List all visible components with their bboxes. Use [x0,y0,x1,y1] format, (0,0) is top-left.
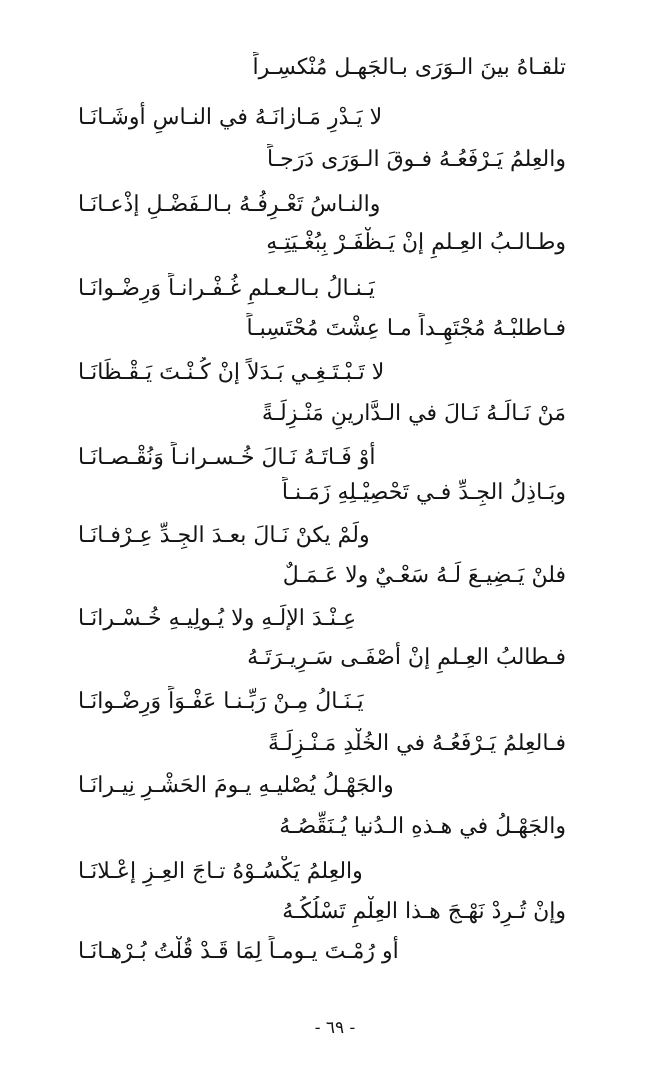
poem-line: يَـنَـالُ مِـنْ رَبِّـنـا عَفْـوَاً وَرِضْـوانَـا [78,689,364,714]
poem-line: وطـالـبُ العِـلمِ إنْ يَـظْفَـرْ بِبُغْـيَتِـهِ [266,230,566,255]
poem-line: فـاطلبْـهُ مُجْتَهِـداً مـا عِشْتَ مُحْتَسِبـاً [246,316,566,341]
poem-line: أوْ فَـاتَـهُ نَـالَ خُـسـرانـاً وَنُقْـصـانَـا [78,445,376,470]
poem-line: أو رُمْـتَ يـومـاً لِمَا قَـدْ قُلْتُ بُـرْهـانَـا [78,939,399,964]
poem-line: عِـنْـدَ الإلَـهِ ولا يُـولِيـهِ خُـسْـرانَـا [78,606,357,631]
poem-line: وإنْ تُـرِدْ نَهْـجَ هـذا العِلْمِ تَسْلُكُـهُ [282,899,566,924]
poem-line: لا يَـدْرِ مَـازانَـهُ في النـاسِ أوشَـانَـا [78,105,383,130]
poem-line: تلقـاهُ بينَ الـوَرَى بـالجَهـل مُنْكسِـراً [252,55,566,80]
poem-line: ولَمْ يكنْ نَـالَ بعـدَ الجِـدِّ عِـرْفـانَـا [78,523,370,548]
poem-line: فلنْ يَـضِيـعَ لَـهُ سَعْـيٌ ولا عَـمَـلٌ [282,563,566,588]
poem-line: والعِلمُ يَـرْفَعُـهُ فـوقَ الـوَرَى دَرَجـاً [266,147,566,172]
poem-line: وبَـاذِلُ الجِـدِّ فـي تَحْصِيْـلِهِ زَمَـنـاً [281,480,566,505]
page-number: - ٦٩ - [314,1018,356,1038]
poem-line: والجَهْـلُ يُصْليـهِ يـومَ الحَشْـرِ نِيـرانَـا [78,773,394,798]
poem-line: والجَهْـلُ في هـذهِ الـدُنيا يُـنَقِّصُـهُ [279,814,566,839]
poem-line: مَنْ نَـالَـهُ نَـالَ في الـدَّارينِ مَنْـزِلَـةً [261,401,566,426]
poem-line: يَـنـالُ بـالـعـلمِ غُـفْـرانـاً وَرِضْـوانَـا [78,276,375,301]
poem-line: لا تَـبْـتَـغِـي بَـدَلاً إنْ كُـنْـتَ يَـقْـظَانَـا [78,360,385,385]
poem-line: فـطالبُ العِـلمِ إنْ أصْفَـى سَـرِيـرَتَـهُ [247,645,566,670]
poem-line: والعِلمُ يَكْسُـوْهُ تـاجَ العِـزِ إعْـلانَـا [78,859,363,884]
poem-line: فـالعِلمُ يَـرْفَعُـهُ في الخُلْدِ مَـنْـزِلَـةً [267,731,566,756]
poem-line: والنـاسُ تَعْـرِفُـهُ بـالـفَضْـلِ إذْعـانَـا [78,192,381,217]
